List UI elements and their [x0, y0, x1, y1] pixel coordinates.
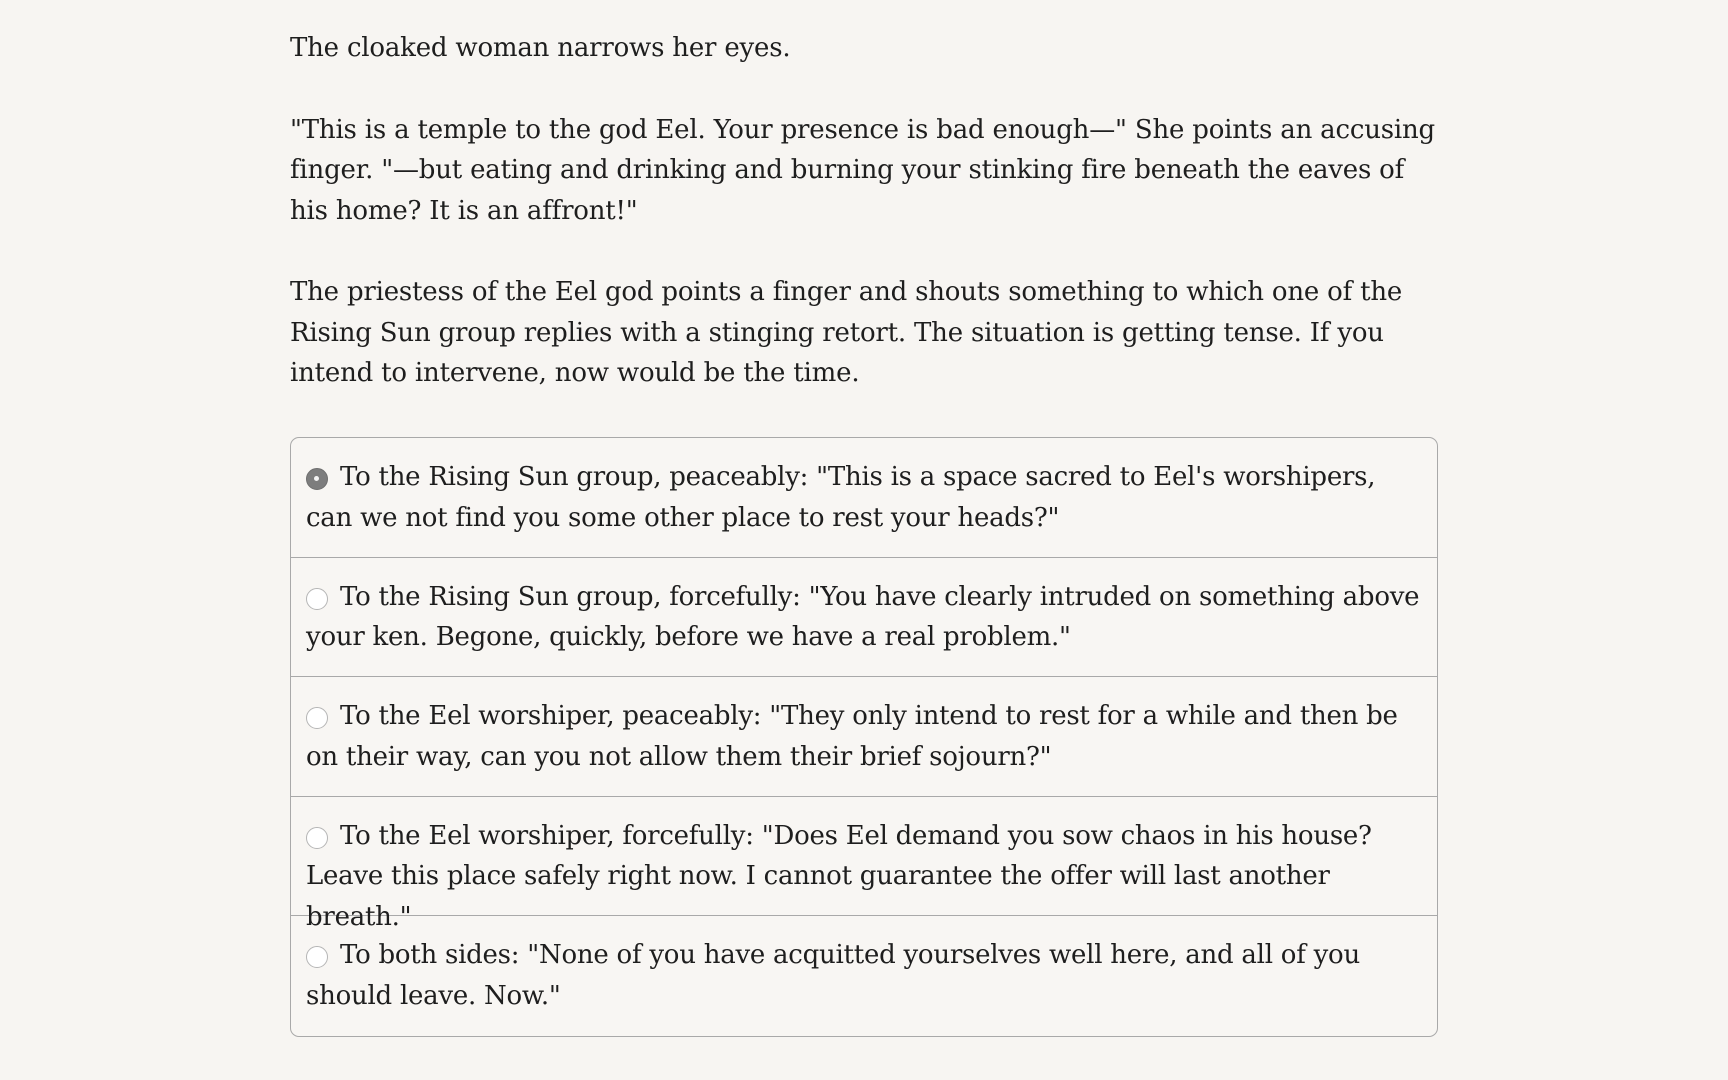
- choice-option-1[interactable]: [291, 438, 1437, 558]
- choice-label: To the Eel worshiper, peaceably: "They only intend to rest for a while and then be on their way, can you not allow them their brief sojourn?": [306, 701, 1398, 772]
- choice-label: To the Rising Sun group, peaceably: "This is a space sacred to Eel's worshipers, can we not find you some other place to rest your heads?": [306, 462, 1376, 533]
- choice-list: [290, 437, 1438, 1037]
- choice-option-4[interactable]: [291, 797, 1437, 932]
- story-text: [290, 28, 1440, 435]
- choice-label: To the Eel worshiper, forcefully: "Does Eel demand you sow chaos in his house? Leave this place safely right now. I cannot guarantee the offer will last another breath.": [306, 820, 1372, 932]
- story-paragraph: The cloaked woman narrows her eyes.: [290, 33, 791, 63]
- choice-option-3[interactable]: [291, 677, 1437, 797]
- radio-unselected-icon[interactable]: [306, 707, 328, 729]
- radio-unselected-icon[interactable]: [306, 588, 328, 610]
- choice-label: To the Rising Sun group, forcefully: "You have clearly intruded on something above your ken. Begone, quickly, before we have a real problem.": [306, 581, 1420, 652]
- story-paragraph: "This is a temple to the god Eel. Your presence is bad enough—" She points an accusing finger. "—but eating and drinking and burning your stinking fire beneath the eaves of his home? It is an affront!": [290, 114, 1435, 226]
- choice-option-5[interactable]: [291, 916, 1437, 1036]
- choice-label: To both sides: "None of you have acquitted yourselves well here, and all of you should leave. Now.": [306, 940, 1360, 1011]
- radio-unselected-icon[interactable]: [306, 946, 328, 968]
- radio-selected-icon[interactable]: [306, 468, 328, 490]
- choice-option-2[interactable]: [291, 558, 1437, 678]
- story-paragraph: The priestess of the Eel god points a finger and shouts something to which one of the Rising Sun group replies with a stinging retort. The situation is getting tense. If you intend to intervene, now would be the time.: [290, 277, 1403, 388]
- radio-unselected-icon[interactable]: [306, 827, 328, 849]
